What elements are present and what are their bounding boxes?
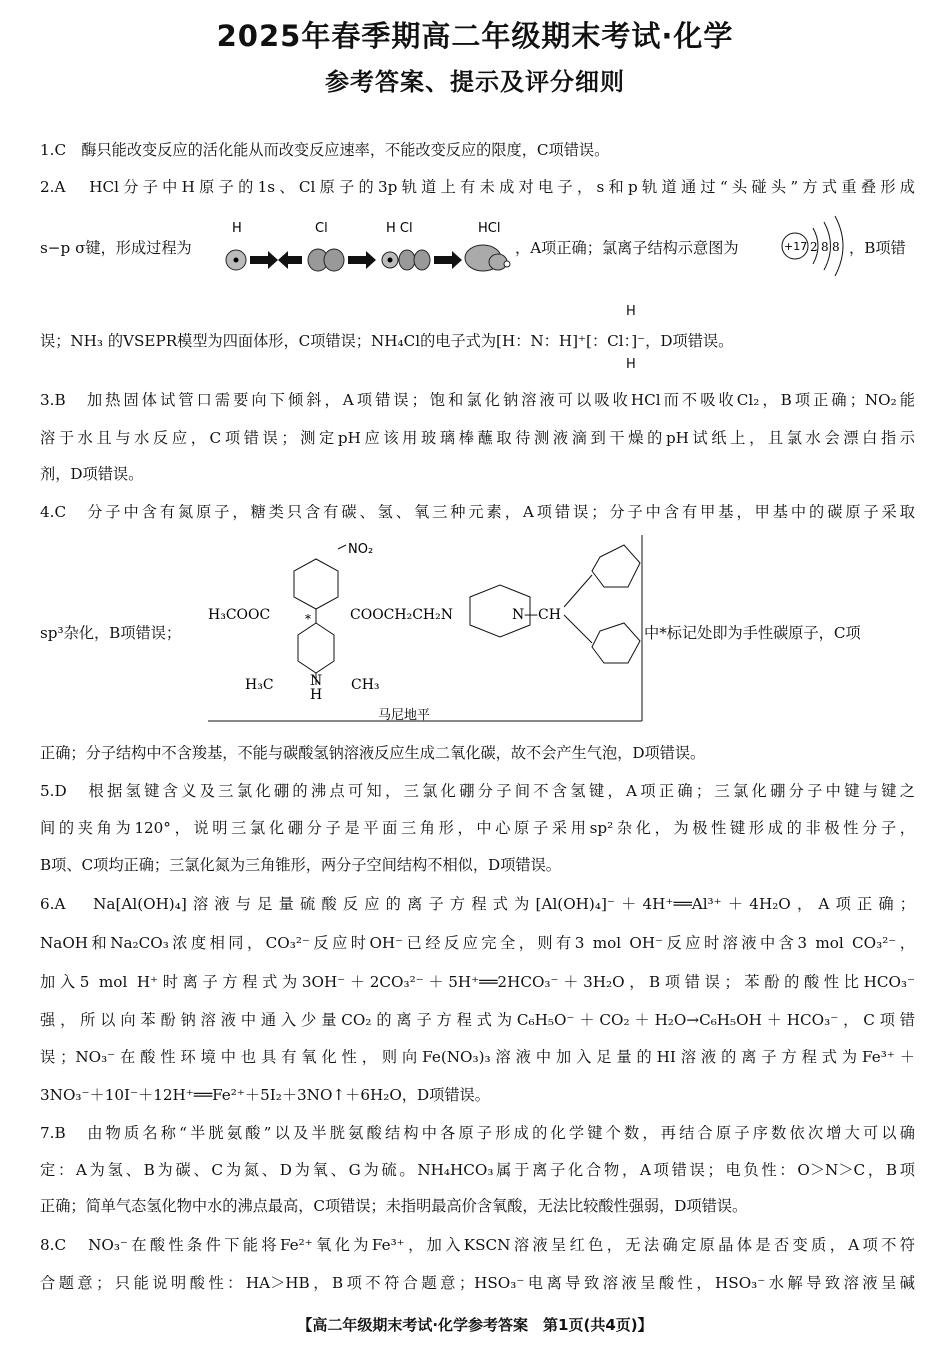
- methyl-right: CH₃: [351, 677, 380, 693]
- orbital-label-h: H: [232, 221, 242, 236]
- methyl-left: H₃C: [245, 677, 274, 693]
- ester-chain-right: COOCH₂CH₂N: [350, 607, 453, 623]
- answer-2-line-3: 误；NH₃ 的VSEPR模型为四面体形，C项错误；NH₄Cl的电子式为[H：N：H]⁺[：Cl：]⁻，D项错误。: [40, 332, 734, 350]
- answer-8-line-1: 8.C NO₃⁻在酸性条件下能将Fe²⁺氧化为Fe³⁺，加入KSCN溶液呈红色，无法确定原晶体是否变质，A项不符: [40, 1236, 915, 1254]
- answer-1: 1.C 酶只能改变反应的活化能从而改变反应速率，不能改变反应的限度，C项错误。: [40, 141, 610, 159]
- answer-7-line-1: 7.B 由物质名称“半胱氨酸”以及半胱氨酸结构中各原子形成的化学键个数，再结合原子序数依次增大可以确: [40, 1124, 915, 1142]
- answer-4-line-1: 4.C 分子中含有氮原子，糖类只含有碳、氢、氧三种元素，A项错误；分子中含有甲基，甲基中的碳原子采取: [40, 503, 915, 521]
- arrow-right-icon: [434, 251, 462, 269]
- answer-4-line-3: 正确；分子结构中不含羧基，不能与碳酸氢钠溶液反应生成二氧化碳，故不会产生气泡，D项错误。: [40, 744, 706, 762]
- answer-8-line-2: 合题意；只能说明酸性：HA＞HB，B项不符合题意；HSO₃⁻电离导致溶液呈酸性，HSO₃⁻水解导致溶液呈碱: [40, 1274, 915, 1292]
- page-title: 2025年春季期高二年级期末考试·化学: [216, 19, 734, 53]
- answer-7-line-3: 正确；简单气态氢化物中水的沸点最高，C项错误；未指明最高价含氧酸，无法比较酸性强弱，D项错误。: [40, 1197, 748, 1215]
- ring-nitrogen: N: [310, 673, 323, 689]
- answer-2-line-2c: ，B项错: [849, 239, 906, 257]
- benzhydryl-ch: —CH: [524, 607, 561, 623]
- chloride-ion-diagram: [777, 212, 849, 280]
- methyl-ester-left: H₃COOC: [208, 607, 271, 623]
- arrow-right-icon: [348, 251, 376, 269]
- answer-6-line-4: 强，所以向苯酚钠溶液中通入少量CO₂的离子方程式为C₆H₅O⁻＋CO₂＋H₂O→C₆H₅OH＋HCO₃⁻，C项错: [40, 1011, 915, 1029]
- shell-electrons-1: 2: [810, 240, 818, 254]
- answer-5-line-3: B项、C项均正确；三氯化氮为三角锥形，两分子空间结构不相似，D项错误。: [40, 856, 561, 874]
- answer-3-line-2: 溶于水且与水反应，C项错误；测定pH应该用玻璃棒蘸取待测液滴到干燥的pH试纸上，且氯水会漂白指示: [40, 429, 915, 447]
- answer-6-line-3: 加入5 mol H⁺时离子方程式为3OH⁻＋2CO₃²⁻＋5H⁺══2HCO₃⁻＋3H₂O，B项错误；苯酚的酸性比HCO₃⁻: [40, 973, 915, 991]
- structure-caption: 马尼地平: [378, 708, 431, 723]
- answer-2-line-2a: s−p σ键，形成过程为: [40, 239, 192, 257]
- answer-6-line-5: 误；NO₃⁻在酸性环境中也具有氧化性，则向Fe(NO₃)₃溶液中加入足量的HI溶液的离子方程式为Fe³⁺＋: [40, 1048, 915, 1066]
- ring-hydrogen: H: [310, 687, 323, 703]
- orbital-overlap-figure: [220, 218, 520, 274]
- answer-6-line-6: 3NO₃⁻＋10I⁻＋12H⁺══Fe²⁺＋5I₂＋3NO↑＋6H₂O，D项错误。: [40, 1086, 490, 1104]
- arrow-left-icon: [278, 251, 302, 269]
- answer-5-line-2: 间的夹角为120°，说明三氯化硼分子是平面三角形，中心原子采用sp²杂化，为极性键形成的非极性分子，: [40, 819, 915, 837]
- orbital-label-cl: Cl: [315, 221, 328, 236]
- answer-3-line-1: 3.B 加热固体试管口需要向下倾斜，A项错误；饱和氯化钠溶液可以吸收HCl而不吸收Cl₂，B项正确；NO₂能: [40, 391, 915, 409]
- answer-6-line-1: 6.A Na[Al(OH)₄]溶液与足量硫酸反应的离子方程式为[Al(OH)₄]⁻＋4H⁺══Al³⁺＋4H₂O，A项正确；: [40, 895, 915, 913]
- orbital-label-hcl: HCl: [478, 221, 501, 236]
- chiral-star: *: [305, 612, 311, 626]
- piperazine-n: N: [512, 607, 525, 623]
- answer-4-line-2a: sp³杂化，B项错误；: [40, 624, 182, 642]
- answer-6-line-2: NaOH和Na₂CO₃浓度相同，CO₃²⁻反应时OH⁻已经反应完全，则有3 mol OH⁻反应时溶液中含3 mol CO₃²⁻，: [40, 934, 915, 952]
- answer-3-line-3: 剂，D项错误。: [40, 465, 144, 483]
- electron-dot-bottom-h: H: [626, 357, 636, 372]
- answer-2-line-2b: ，A项正确；氯离子结构示意图为: [515, 239, 739, 257]
- manidipine-structure: [208, 535, 644, 725]
- page-subtitle: 参考答案、提示及评分细则: [325, 68, 625, 96]
- answer-2-line-1: 2.A HCl分子中H原子的1s、Cl原子的3p轨道上有未成对电子，s和p轨道通过“头碰头”方式重叠形成: [40, 178, 915, 196]
- answer-4-line-2b: 中*标记处即为手性碳原子，C项: [644, 624, 861, 642]
- shell-electrons-3: 8: [832, 240, 840, 254]
- orbital-label-h-cl: H Cl: [386, 221, 413, 236]
- answer-7-line-2: 定：A为氢、B为碳、C为氮、D为氧、G为硫。NH₄HCO₃属于离子化合物，A项错误；电负性：O＞N＞C，B项: [40, 1161, 915, 1179]
- electron-dot-top-h: H: [626, 304, 636, 319]
- page-footer: 【高二年级期末考试·化学参考答案 第1页(共4页)】: [297, 1316, 653, 1334]
- nitro-group: NO₂: [348, 542, 374, 557]
- answer-5-line-1: 5.D 根据氢键含义及三氯化硼的沸点可知，三氯化硼分子间不含氢键，A项正确；三氯化硼分子中键与键之: [40, 782, 915, 800]
- nucleus-charge: +17: [784, 240, 808, 253]
- shell-electrons-2: 8: [821, 240, 829, 254]
- arrow-right-icon: [250, 251, 278, 269]
